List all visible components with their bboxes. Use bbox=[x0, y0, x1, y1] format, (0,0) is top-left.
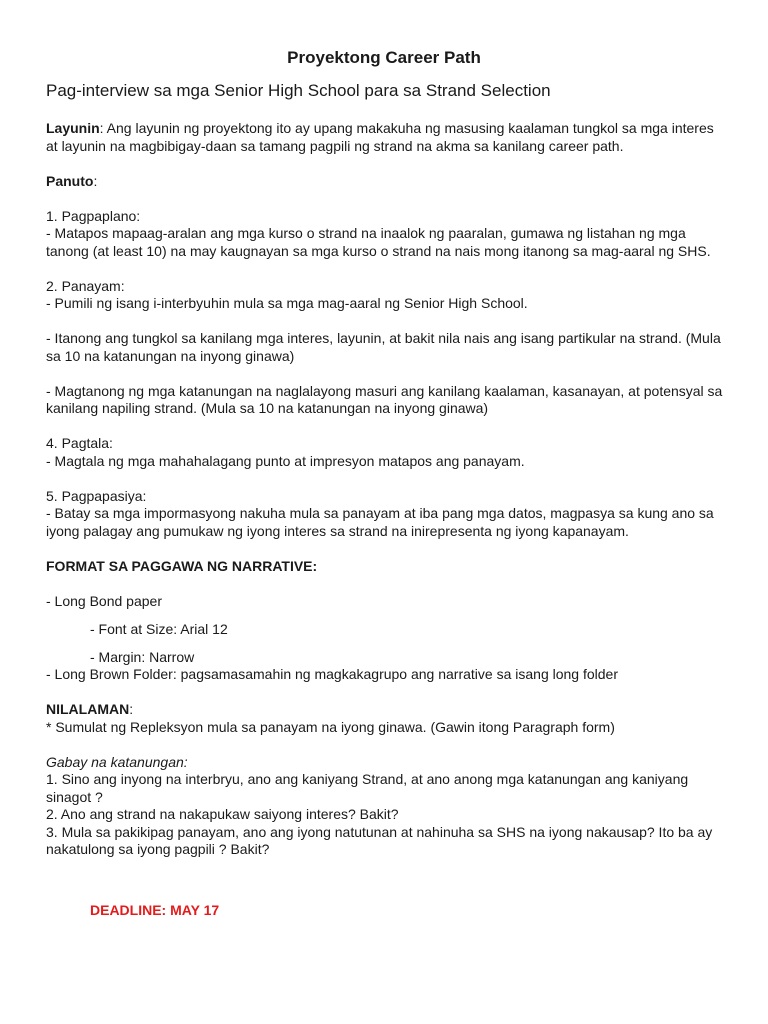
gabay-question-3: 3. Mula sa pakikipag panayam, ano ang iyong natutunan at nahinuha sa SHS na iyong nakausap? Ito ba ay nakatulong sa iyong pagpili ? Bakit? bbox=[46, 823, 713, 857]
format-margin: - Margin: Narrow bbox=[90, 648, 195, 665]
page-subtitle: Pag-interview sa mga Senior High School para sa Strand Selection bbox=[46, 81, 551, 100]
nilalaman-suffix: : bbox=[129, 701, 134, 717]
pagtala-heading: 4. Pagtala: bbox=[46, 435, 113, 451]
panuto-label: Panuto bbox=[46, 172, 94, 189]
format-folder: - Long Brown Folder: pagsamasamahin ng magkakagrupo ang narrative sa isang long folder bbox=[46, 666, 619, 682]
deadline-text: DEADLINE: MAY 17 bbox=[90, 902, 220, 918]
format-paper: - Long Bond paper bbox=[46, 592, 162, 609]
nilalaman-heading bbox=[46, 701, 726, 719]
gabay-heading bbox=[46, 754, 726, 772]
layunin-text: : Ang layunin ng proyektong ito ay upang makakuha ng masusing kaalaman tungkol sa mga interes at layunin na magbibigay-daan sa tamang pagpili ng strand na akma sa kanilang career path. bbox=[46, 120, 714, 154]
panuto-heading bbox=[46, 173, 726, 191]
pagtala-text: - Magtala ng mga mahahalagang punto at impresyon matapos ang panayam. bbox=[46, 452, 525, 469]
format-heading bbox=[46, 558, 726, 576]
layunin-paragraph bbox=[46, 120, 726, 155]
gabay-question-1: 1. Sino ang inyong na interbryu, ano ang kaniyang Strand, at ano anong mga katanungan ang kaniyang sinagot ? bbox=[46, 771, 689, 805]
document-body bbox=[46, 120, 726, 859]
pagpaplano-text: - Matapos mapaag-aralan ang mga kurso o strand na inaalok ng paaralan, gumawa ng listahan ng mga tanong (at least 10) na may kaugnayan sa mga kurso o strand na nais mong itanong sa mag-aaral ng SHS. bbox=[46, 225, 711, 259]
panayam-text-3: - Magtanong ng mga katanungan na naglalayong masuri ang kanilang kaalaman, kasanayan, at potensyal sa kanilang napiling strand. (Mula sa 10 na katanungan na inyong ginawa) bbox=[46, 382, 723, 416]
panayam-heading: 2. Panayam: bbox=[46, 277, 125, 294]
panayam-text-1: - Pumili ng isang i-interbyuhin mula sa mga mag-aaral ng Senior High School. bbox=[46, 295, 528, 311]
nilalaman-label: NILALAMAN bbox=[46, 701, 130, 717]
pagpaplano-heading: 1. Pagpaplano: bbox=[46, 207, 141, 224]
nilalaman-text: * Sumulat ng Repleksyon mula sa panayam na iyong ginawa. (Gawin itong Paragraph form) bbox=[46, 718, 615, 735]
format-heading-text: FORMAT SA PAGGAWA NG NARRATIVE: bbox=[46, 557, 318, 574]
gabay-question-2: 2. Ano ang strand na nakapukaw saiyong interes? Bakit? bbox=[46, 806, 399, 822]
page-title: Proyektong Career Path bbox=[287, 48, 481, 67]
layunin-label: Layunin bbox=[46, 120, 100, 136]
panayam-text-2: - Itanong ang tungkol sa kanilang mga interes, layunin, at bakit nila nais ang isang partikular na strand. (Mula sa 10 na katanungan na inyong ginawa) bbox=[46, 330, 721, 364]
gabay-heading-text: Gabay na katanungan: bbox=[46, 753, 188, 770]
format-font: - Font at Size: Arial 12 bbox=[90, 620, 228, 637]
pagpapasiya-text: - Batay sa mga impormasyong nakuha mula sa panayam at iba pang mga datos, magpasya sa kung ano sa iyong palagay ang pumukaw ng iyong interes sa strand na inirepresenta ng iyong kapanayam. bbox=[46, 505, 714, 539]
pagpapasiya-heading: 5. Pagpapasiya: bbox=[46, 487, 147, 504]
panuto-suffix: : bbox=[93, 172, 98, 189]
